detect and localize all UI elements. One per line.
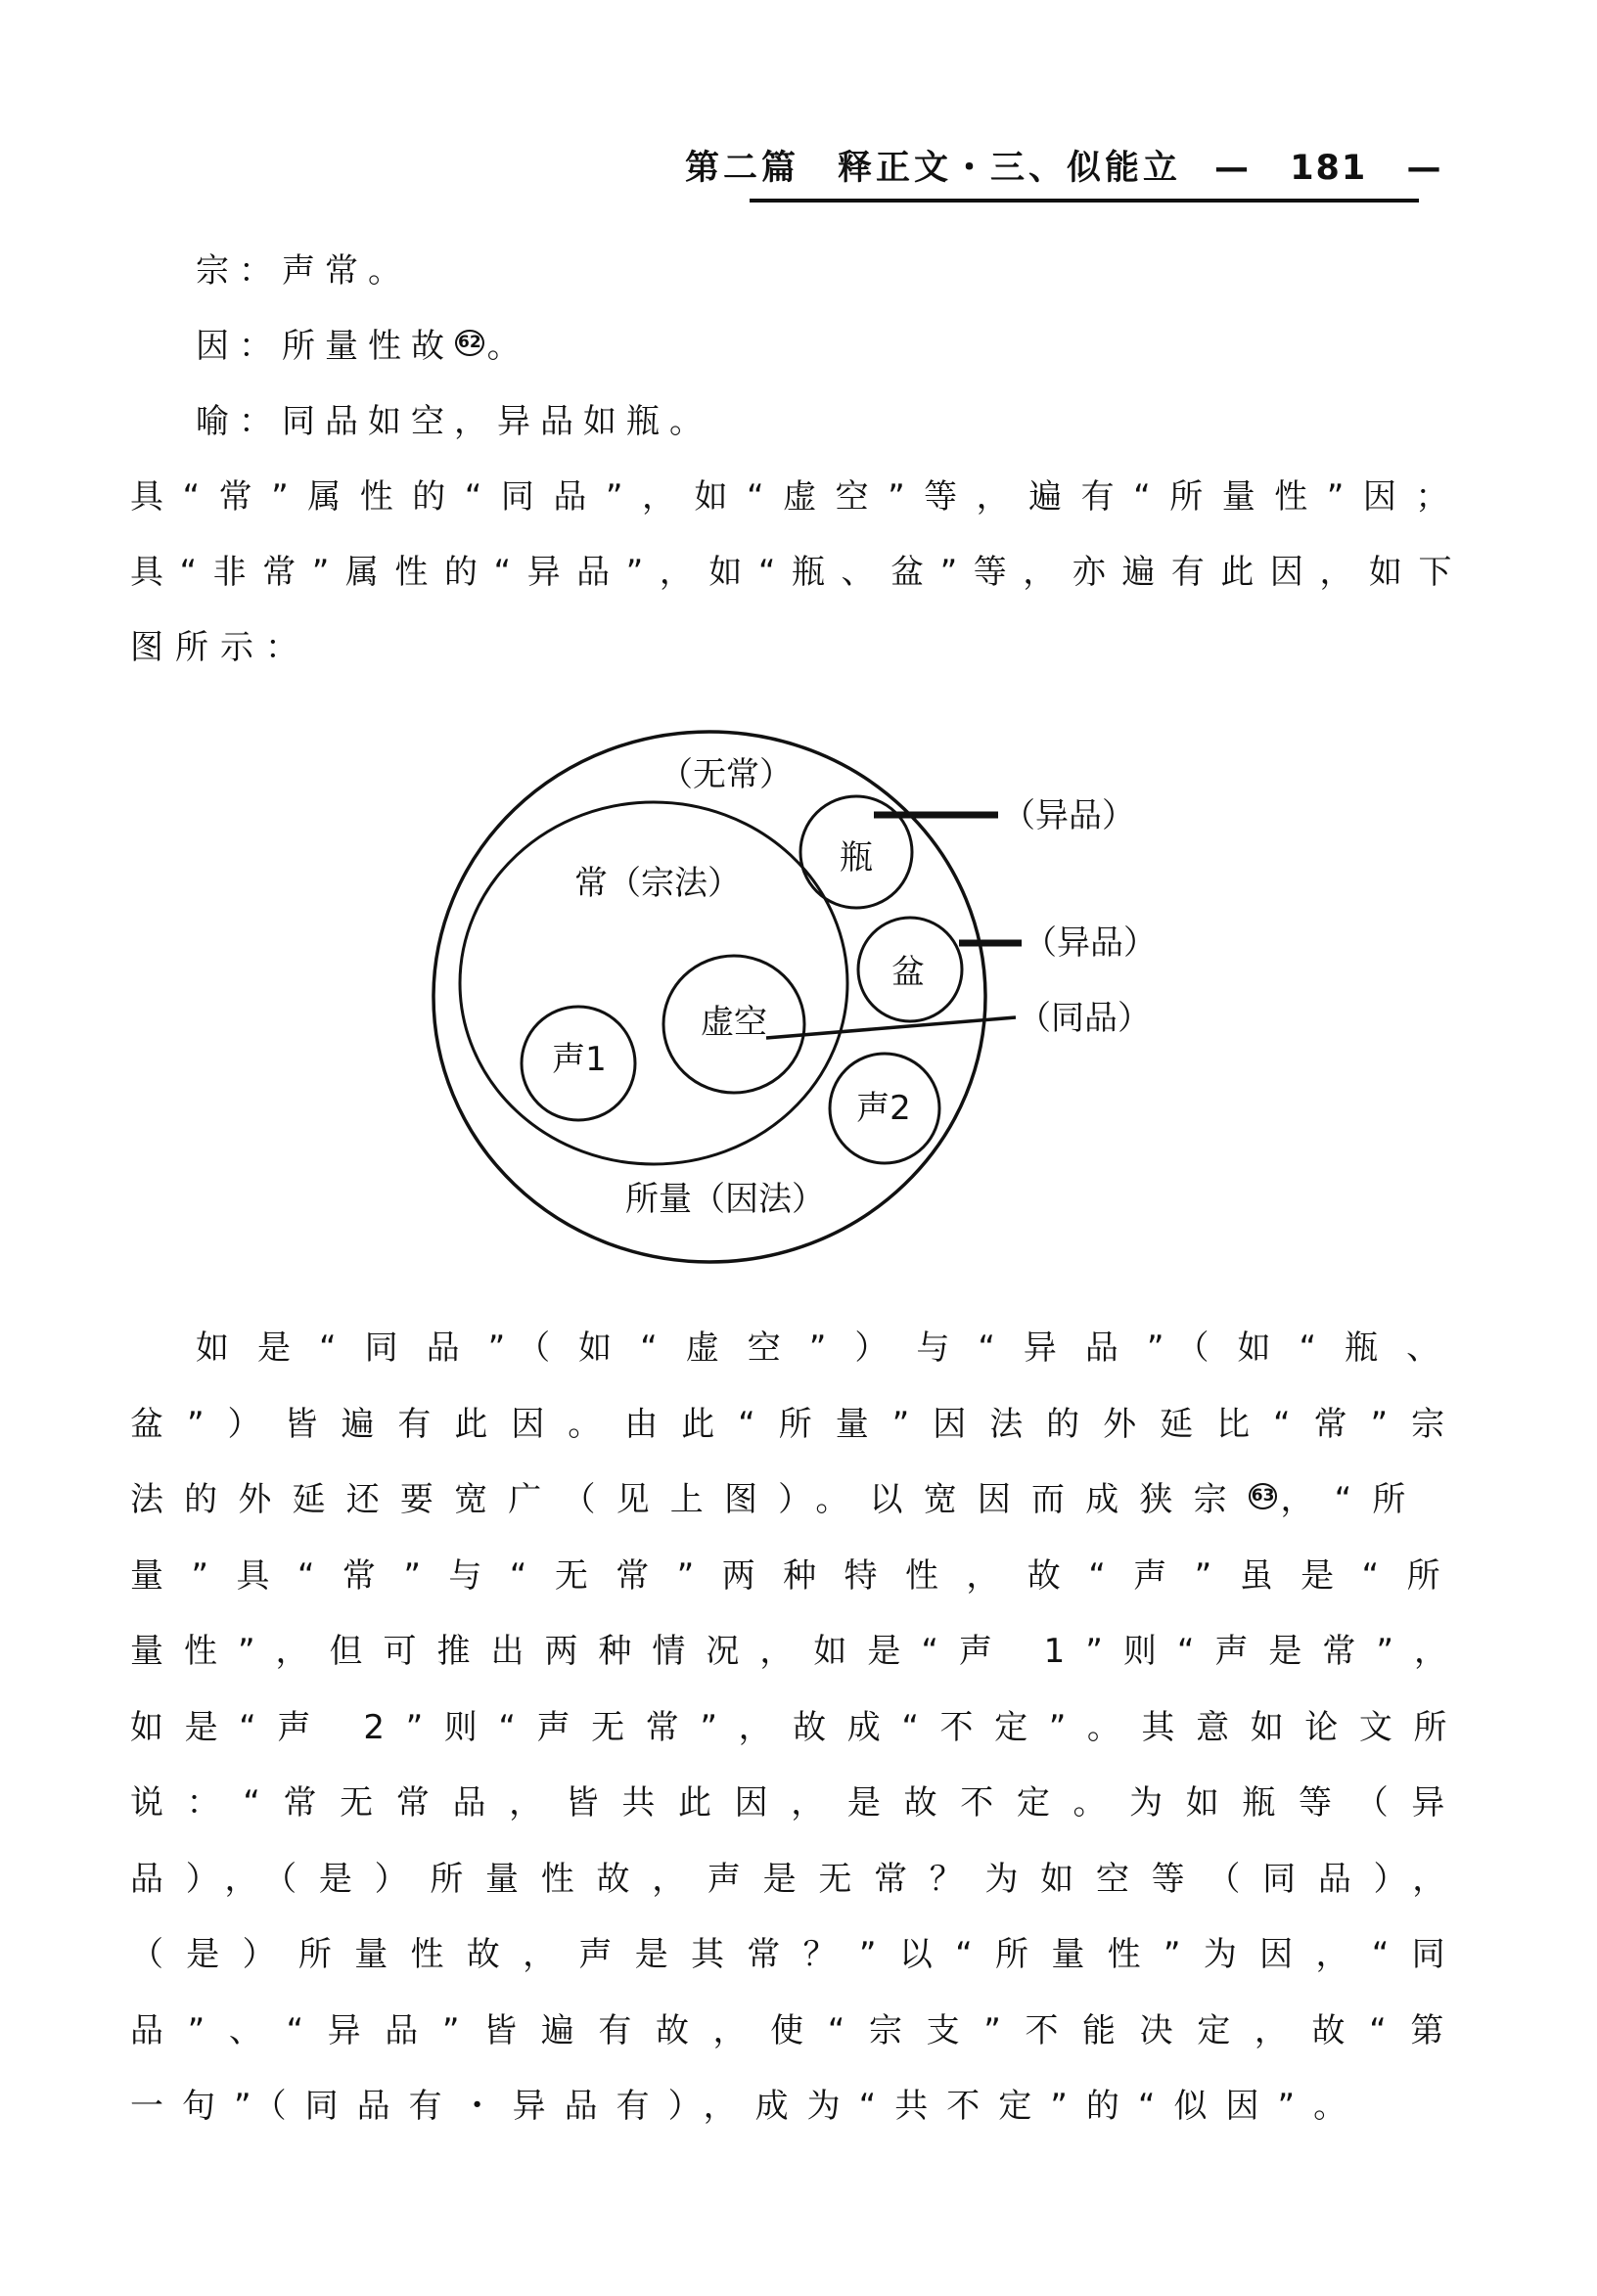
label-ping: 瓶 — [840, 838, 873, 878]
body-text-line-para-11: 一句”（同品有・异品有），成为“共不定”的“似因”。 — [130, 2087, 1366, 2126]
label-sheng2: 声2 — [856, 1089, 911, 1128]
body-text-line-para-6: 如是“声 2”则“声无常”，故成“不定”。其意如论文所 — [130, 1708, 1469, 1747]
body-text-line-intro-4: 具“常”属性的“同品”，如“虚空”等，遍有“所量性”因； — [130, 477, 1468, 517]
footnote-ref: 62 — [455, 330, 484, 356]
body-text-line-para-1: 如是“同品”（如“虚空”）与“异品”（如“瓶、 — [196, 1328, 1469, 1368]
euler-diagram — [364, 702, 1206, 1313]
body-text-line-intro-2: 因：所量性故 62 。 — [196, 327, 530, 366]
body-text-line-intro-6: 图所示： — [130, 628, 310, 667]
label-xukong: 虚空 — [701, 1003, 767, 1042]
header-rule — [750, 199, 1419, 203]
label-chang-zongfa: 常（宗法） — [574, 864, 741, 903]
page-number: — 181 — — [1214, 149, 1443, 188]
running-head — [685, 141, 1443, 190]
body-text-line-intro-1: 宗：声常。 — [196, 251, 411, 291]
footnote-ref: 63 — [1249, 1483, 1278, 1509]
body-text-line-intro-5: 具“非常”属性的“异品”，如“瓶、盆”等，亦遍有此因，如下 — [130, 553, 1469, 592]
body-text-line-para-2: 盆”）皆遍有此因。由此“所量”因法的外延比“常”宗 — [130, 1405, 1469, 1444]
body-text-line-para-10: 品”、“异品”皆遍有故，使“宗支”不能决定，故“第 — [130, 2011, 1468, 2050]
label-pen: 盆 — [891, 953, 925, 992]
callout-label-yipin-2: （异品） — [1024, 923, 1157, 963]
body-text-line-para-3: 法的外延还要宽广（见上图）。以宽因而成狭宗 63 ，“所 — [130, 1480, 1427, 1519]
body-text-line-para-7: 说：“常无常品，皆共此因，是故不定。为如瓶等（异 — [130, 1783, 1468, 1823]
body-text-line-para-8: 品），（是）所量性故，声是无常？为如空等（同品）， — [130, 1860, 1468, 1899]
body-text-line-para-4: 量”具“常”与“无常”两种特性，故“声”虽是“所 — [130, 1556, 1468, 1596]
body-text-line-para-9: （是）所量性故，声是其常？”以“所量性”为因，“同 — [130, 1935, 1468, 1974]
body-text-line-para-5: 量性”，但可推出两种情况，如是“声 1”则“声是常”， — [130, 1632, 1468, 1671]
body-text-line-intro-3: 喻：同品如空，异品如瓶。 — [196, 402, 712, 441]
label-sheng1: 声1 — [552, 1040, 607, 1079]
label-wuchang: （无常） — [660, 755, 793, 794]
callout-label-yipin-1: （异品） — [1002, 796, 1135, 835]
chapter-title: 第二篇 释正文・三、似能立 — [685, 149, 1182, 188]
label-suoliang-yinfa: 所量（因法） — [625, 1180, 825, 1219]
callout-label-tongpin: （同品） — [1018, 999, 1151, 1038]
